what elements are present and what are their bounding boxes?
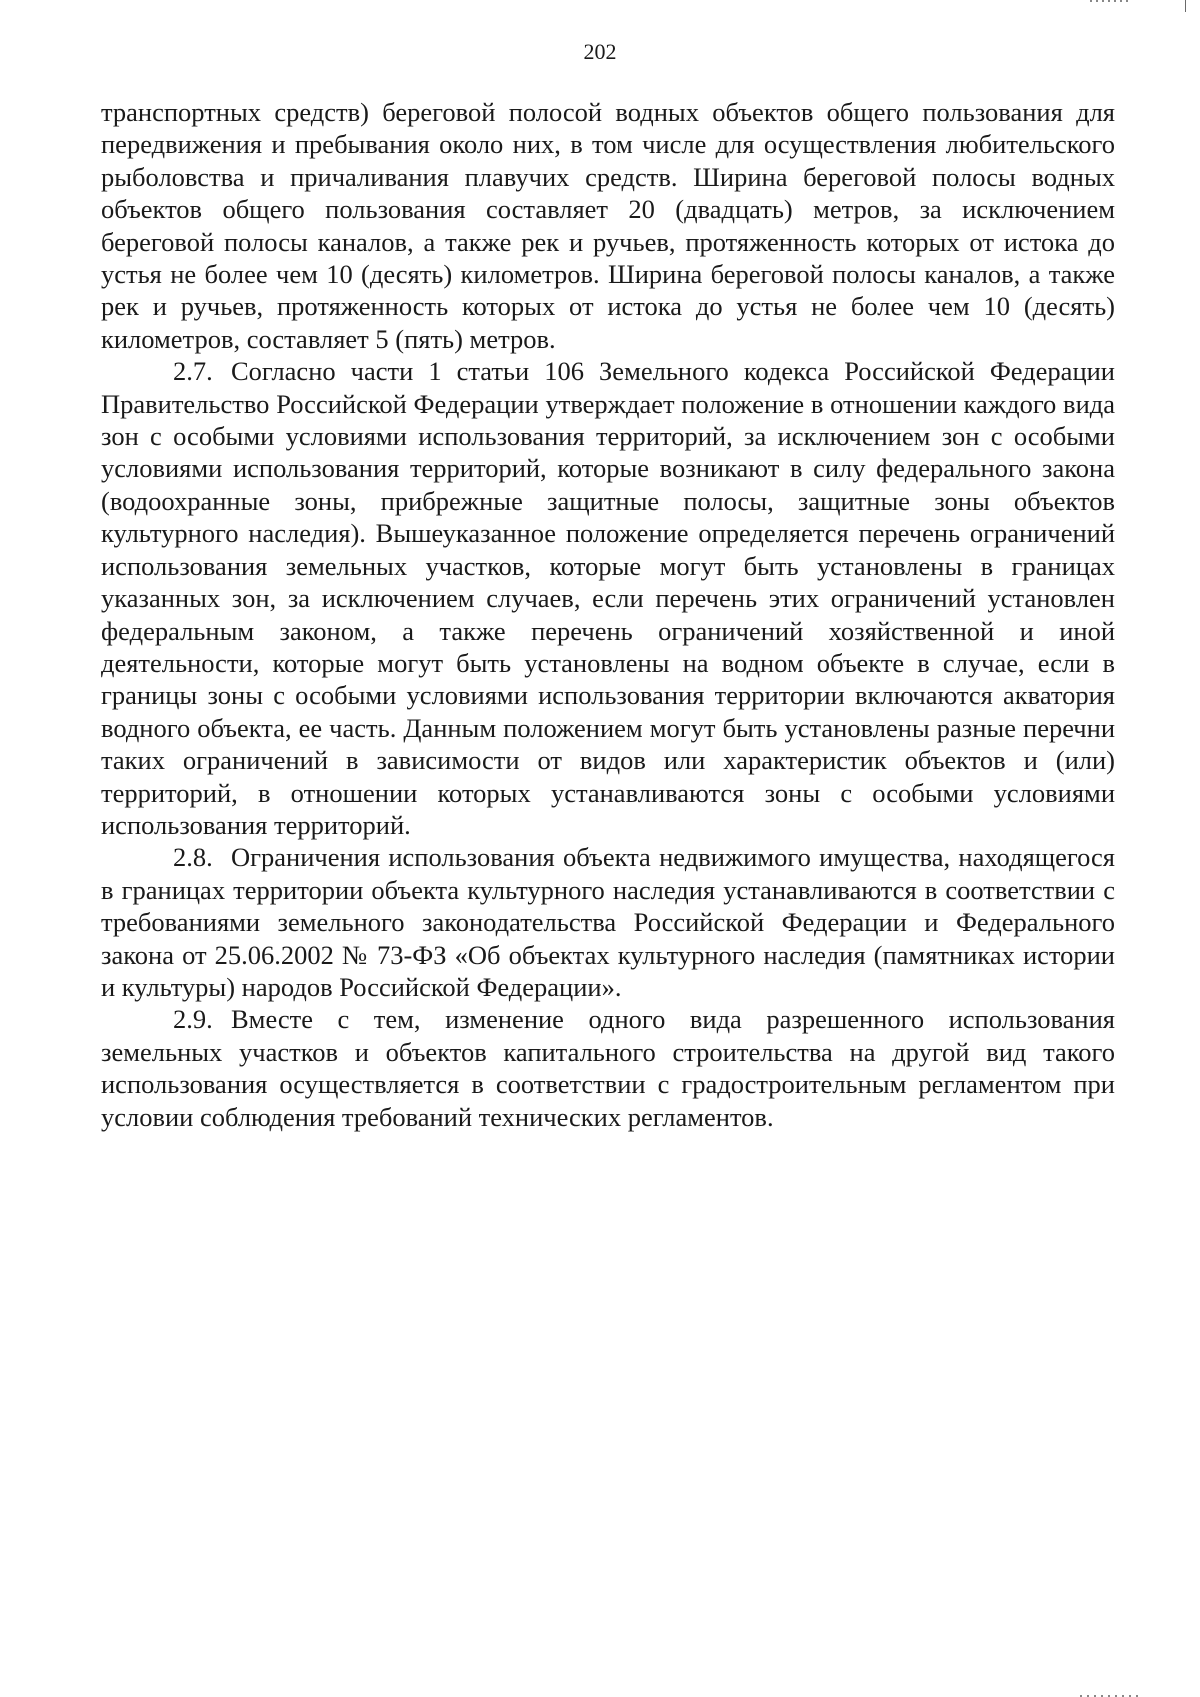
scan-artifact-edge	[1185, 0, 1186, 12]
paragraph-text: Ограничения использования объекта недвижимого имущества, находящегося в границах территории объекта культурного наследия устанавливаются в соответствии с требованиями земельного законодательства Российской Федерации и Федерального закона от 25.06.2002 № 73-ФЗ «Об объектах культурного наследия (памятниках истории и культуры) народов Российской Федерации».	[101, 842, 1115, 1002]
paragraph-2-8	[101, 841, 1115, 1003]
section-number: 2.8.	[173, 842, 213, 873]
page-number: 202	[583, 39, 617, 64]
paragraph-2-7	[101, 355, 1115, 841]
paragraph-continuation	[101, 96, 1115, 355]
section-number: 2.9.	[173, 1004, 213, 1035]
section-number: 2.7.	[173, 356, 213, 387]
paragraph-text: Согласно части 1 статьи 106 Земельного кодекса Российской Федерации Правительство Российской Федерации утверждает положение в отношении каждого вида зон с особыми условиями использования территорий, за исключением зон с особыми условиями использования территорий, которые возникают в силу федерального закона (водоохранные зоны, прибрежные защитные полосы, защитные зоны объектов культурного наследия). Вышеуказанное положение определяется перечень ограничений использования земельных участков, которые могут быть установлены в границах указанных зон, за исключением случаев, если перечень этих ограничений установлен федеральным законом, а также перечень ограничений хозяйственной и иной деятельности, которые могут быть установлены на водном объекте в случае, если в границы зоны с особыми условиями использования территории включаются акватория водного объекта, ее часть. Данным положением могут быть установлены разные перечни таких ограничений в зависимости от видов или характеристик объектов и (или) территорий, в отношении которых устанавливаются зоны с особыми условиями использования территорий.	[101, 356, 1115, 840]
paragraph-text: транспортных средств) береговой полосой водных объектов общего пользования для передвижения и пребывания около них, в том числе для осуществления любительского рыболовства и причаливания плавучих средств. Ширина береговой полосы водных объектов общего пользования составляет 20 (двадцать) метров, за исключением береговой полосы каналов, а также рек и ручьев, протяженность которых от истока до устья не более чем 10 (десять) километров. Ширина береговой полосы каналов, а также рек и ручьев, протяженность которых от истока до устья не более чем 10 (десять) километров, составляет 5 (пять) метров.	[101, 97, 1115, 354]
document-body	[101, 96, 1115, 1133]
paragraph-text: Вместе с тем, изменение одного вида разрешенного использования земельных участков и объектов капитального строительства на другой вид такого использования осуществляется в соответствии с градостроительным регламентом при условии соблюдения требований технических регламентов.	[101, 1004, 1115, 1132]
scan-artifact-top	[1090, 0, 1130, 2]
paragraph-2-9	[101, 1003, 1115, 1133]
